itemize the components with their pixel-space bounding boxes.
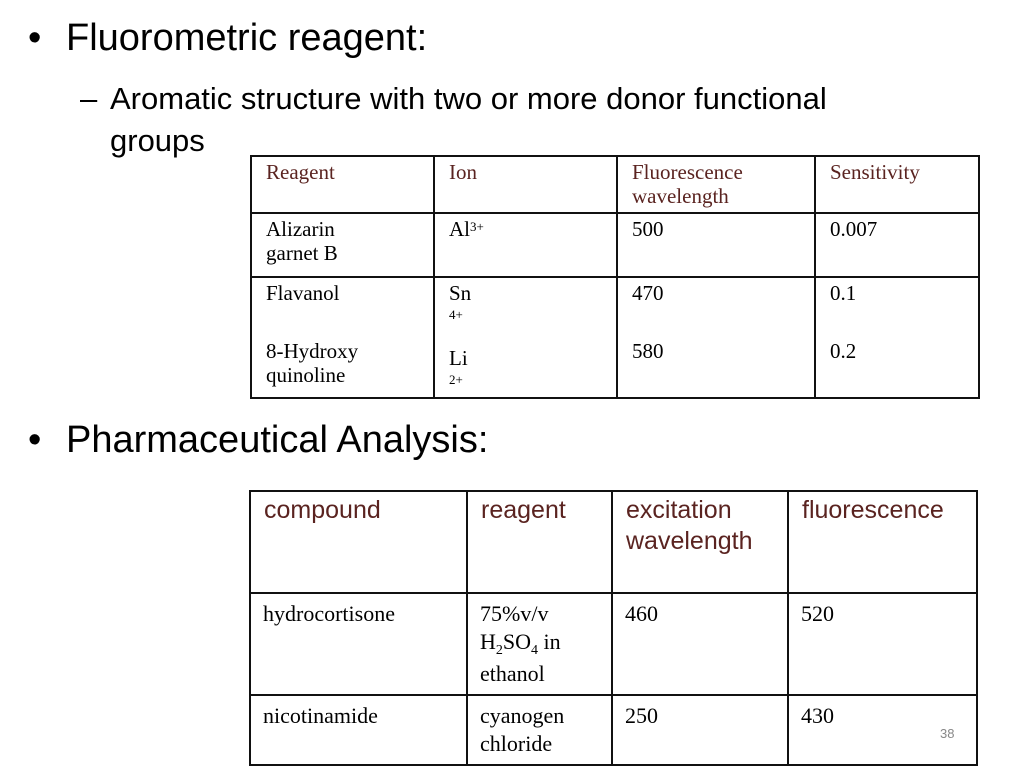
fluorometric-reagent-table (250, 155, 980, 399)
sensitivity-value: 0.2 (830, 339, 857, 363)
cell-sensitivity (815, 277, 979, 398)
bullet-dot: • (28, 17, 42, 59)
table-row (250, 593, 977, 695)
table-row (251, 277, 979, 398)
cell-reagent (467, 695, 612, 765)
cell-fluorescence: 520 (788, 593, 977, 695)
cell-ion (434, 213, 617, 277)
cell-excitation: 250 (612, 695, 788, 765)
table-row (251, 213, 979, 277)
reagent-line: ethanol (480, 661, 545, 686)
formula-part: H (480, 629, 496, 654)
cell-excitation: 460 (612, 593, 788, 695)
reagent-line: 8-Hydroxy (266, 339, 359, 363)
ion-charge: 3+ (470, 219, 484, 234)
table-header-row (250, 491, 977, 593)
reagent-line: Alizarin (266, 217, 335, 241)
bullet-pharmaceutical-analysis (28, 418, 488, 462)
header-excitation-wavelength: excitation wavelength (612, 491, 788, 593)
ion-line (449, 346, 602, 394)
cell-ion (434, 277, 617, 398)
ion-symbol: Al (449, 217, 470, 241)
header-fluorescence: fluorescence (788, 491, 977, 593)
header-reagent: Reagent (251, 156, 434, 213)
bullet-dot: • (28, 419, 42, 461)
sub-bullet-aromatic-structure (80, 78, 1010, 162)
cell-wavelength: 500 (617, 213, 815, 277)
reagent-line: garnet B (266, 241, 338, 265)
ion-charge: 4+ (449, 307, 463, 322)
cell-sensitivity: 0.007 (815, 213, 979, 277)
ion-symbol: Li (449, 346, 468, 370)
cell-fluorescence: 430 (788, 695, 977, 765)
table-row (250, 695, 977, 765)
reagent-line: 75%v/v (480, 601, 549, 626)
ion-charge: 2+ (449, 372, 463, 387)
wavelength-value: 470 (632, 281, 664, 305)
formula-part: SO (502, 629, 532, 654)
header-sensitivity: Sensitivity (815, 156, 979, 213)
cell-reagent (467, 593, 612, 695)
reagent-line: cyanogen (480, 703, 565, 728)
header-fluorescence-wavelength: Fluorescence wavelength (617, 156, 815, 213)
cell-wavelength (617, 277, 815, 398)
reagent-line: chloride (480, 731, 553, 756)
reagent-line: Flavanol (266, 281, 340, 305)
dash-marker: – (80, 81, 98, 116)
pharmaceutical-analysis-table (249, 490, 978, 766)
cell-reagent (251, 213, 434, 277)
formula-part: in (538, 629, 561, 654)
page-number: 38 (940, 726, 955, 741)
formula-subscript: 2 (495, 643, 503, 658)
table-header-row (251, 156, 979, 213)
bullet-fluorometric-reagent (28, 16, 427, 60)
ion-line (449, 281, 602, 329)
ion-symbol: Sn (449, 281, 472, 305)
formula-subscript: 4 (531, 643, 539, 658)
bullet-text: Fluorometric reagent: (66, 17, 428, 59)
sensitivity-value: 0.1 (830, 281, 857, 305)
header-compound: compound (250, 491, 467, 593)
bullet-text: Pharmaceutical Analysis: (66, 419, 489, 461)
cell-reagent (251, 277, 434, 398)
header-reagent: reagent (467, 491, 612, 593)
cell-compound: nicotinamide (250, 695, 467, 765)
reagent-formula-line (480, 628, 599, 660)
sub-bullet-line2: groups (110, 123, 205, 158)
reagent-line: quinoline (266, 363, 346, 387)
wavelength-value: 580 (632, 339, 664, 363)
cell-compound: hydrocortisone (250, 593, 467, 695)
sub-bullet-line1: Aromatic structure with two or more donor functional (110, 81, 827, 116)
header-ion: Ion (434, 156, 617, 213)
